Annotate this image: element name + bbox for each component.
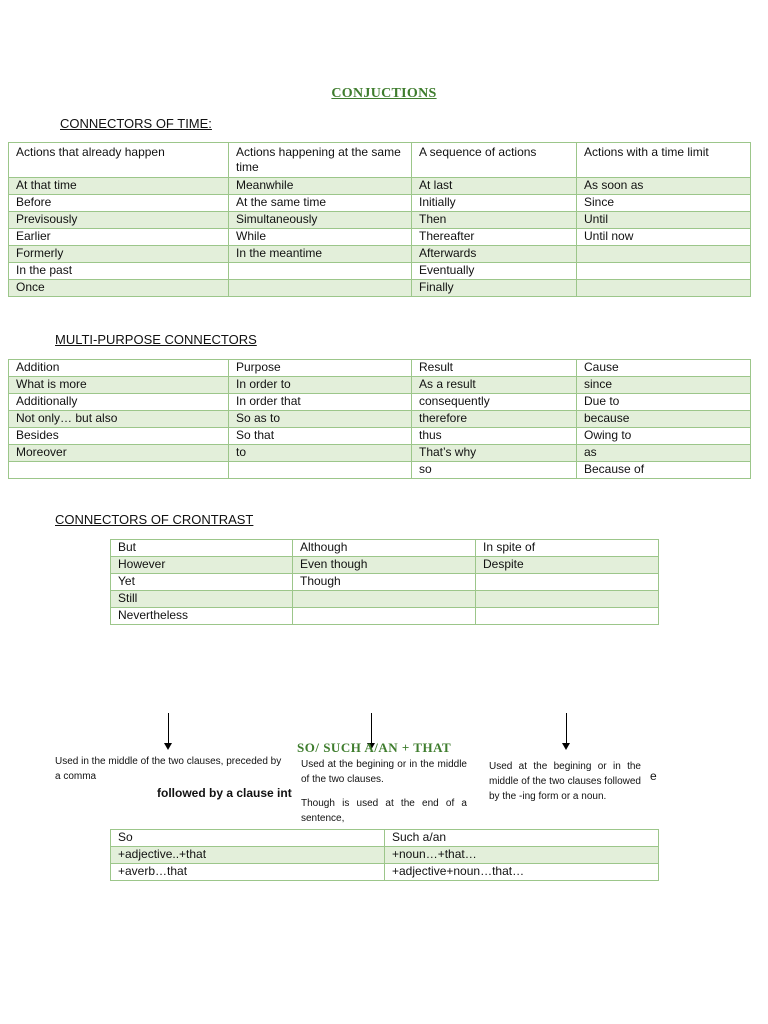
table-row [9, 263, 751, 280]
table-cell: Although [293, 540, 476, 557]
table-cell: Additionally [9, 394, 229, 411]
table-cell [229, 280, 412, 297]
note-right: Used at the begining or in the middle of the two clauses followed by the -ing form or a noun. [489, 761, 641, 802]
page-title: CONJUCTIONS [331, 86, 437, 101]
table-cell: Since [577, 195, 751, 212]
table-cell: At last [412, 178, 577, 195]
table-row [9, 246, 751, 263]
table-cell: Because of [577, 462, 751, 479]
table-cell: Owing to [577, 428, 751, 445]
table-cell: +averb…that [111, 864, 385, 881]
stray-text: e [650, 769, 657, 783]
table-cell: At the same time [229, 195, 412, 212]
table-row [9, 229, 751, 246]
table-cell: Meanwhile [229, 178, 412, 195]
header-cell: Actions with a time limit [577, 143, 751, 178]
table-cell: Still [111, 591, 293, 608]
header-cell: So [111, 830, 385, 847]
header-cell: Actions that already happen [9, 143, 229, 178]
header-cell: Addition [9, 360, 229, 377]
table-cell: Nevertheless [111, 608, 293, 625]
table-cell: to [229, 445, 412, 462]
table-cell: Yet [111, 574, 293, 591]
table-row [9, 212, 751, 229]
table-cell: therefore [412, 411, 577, 428]
header-cell: Such a/an [385, 830, 659, 847]
table-row [111, 557, 659, 574]
table-row [9, 411, 751, 428]
table-cell: Formerly [9, 246, 229, 263]
table-cell: Though [293, 574, 476, 591]
multi-purpose-table [8, 359, 751, 479]
table-cell: Then [412, 212, 577, 229]
table-row [9, 462, 751, 479]
table-cell: Until now [577, 229, 751, 246]
table-cell: Afterwards [412, 246, 577, 263]
table-cell: thus [412, 428, 577, 445]
table-cell: Once [9, 280, 229, 297]
table-cell: In the meantime [229, 246, 412, 263]
table-header-row [9, 360, 751, 377]
table-header-row [9, 143, 751, 178]
table-row [111, 540, 659, 557]
table-row [111, 864, 659, 881]
contrast-connectors-heading: CONNECTORS OF CRONTRAST [55, 512, 254, 527]
table-row [9, 377, 751, 394]
table-cell: Eventually [412, 263, 577, 280]
table-cell [229, 462, 412, 479]
table-cell: As soon as [577, 178, 751, 195]
table-row [9, 195, 751, 212]
note-middle-2: Though is used at the end of a sentence, [301, 798, 467, 824]
table-cell: Not only… but also [9, 411, 229, 428]
table-cell: So that [229, 428, 412, 445]
header-cell: Purpose [229, 360, 412, 377]
so-such-title: SO/ SUCH A/AN + THAT [297, 740, 452, 755]
table-row [111, 847, 659, 864]
table-cell: Thereafter [412, 229, 577, 246]
table-row [9, 394, 751, 411]
table-cell: What is more [9, 377, 229, 394]
table-cell: Simultaneously [229, 212, 412, 229]
table-cell: In spite of [476, 540, 659, 557]
table-row [111, 574, 659, 591]
table-cell [476, 608, 659, 625]
table-cell: Initially [412, 195, 577, 212]
header-cell: A sequence of actions [412, 143, 577, 178]
table-cell: However [111, 557, 293, 574]
table-cell [229, 263, 412, 280]
header-cell: Result [412, 360, 577, 377]
table-cell: Moreover [9, 445, 229, 462]
table-cell: because [577, 411, 751, 428]
table-cell: While [229, 229, 412, 246]
time-connectors-heading: CONNECTORS OF TIME: [60, 116, 212, 131]
table-cell [577, 280, 751, 297]
table-row [111, 608, 659, 625]
table-cell [476, 574, 659, 591]
table-cell: Despite [476, 557, 659, 574]
table-cell [476, 591, 659, 608]
table-cell: Besides [9, 428, 229, 445]
note-left: Used in the middle of the two clauses, preceded by a comma [55, 756, 282, 782]
table-row [9, 428, 751, 445]
multi-purpose-heading: MULTI-PURPOSE CONNECTORS [55, 332, 257, 347]
table-cell [577, 246, 751, 263]
table-cell: +adjective..+that [111, 847, 385, 864]
table-cell: so [412, 462, 577, 479]
table-cell: As a result [412, 377, 577, 394]
table-cell [577, 263, 751, 280]
table-cell: At that time [9, 178, 229, 195]
table-cell: +adjective+noun…that… [385, 864, 659, 881]
table-cell: Even though [293, 557, 476, 574]
table-row [9, 178, 751, 195]
table-cell: Earlier [9, 229, 229, 246]
table-row [9, 445, 751, 462]
table-cell: Due to [577, 394, 751, 411]
contrast-connectors-table [110, 539, 659, 625]
note-left-sub: followed by a clause int [157, 786, 292, 800]
time-connectors-table [8, 142, 751, 297]
table-cell: Finally [412, 280, 577, 297]
table-row [111, 591, 659, 608]
table-row [9, 280, 751, 297]
table-cell: In order to [229, 377, 412, 394]
table-cell [293, 591, 476, 608]
table-cell: as [577, 445, 751, 462]
table-cell: Previsously [9, 212, 229, 229]
table-cell: In order that [229, 394, 412, 411]
table-cell: So as to [229, 411, 412, 428]
table-cell: since [577, 377, 751, 394]
header-cell: Actions happening at the same time [229, 143, 412, 178]
table-cell [9, 462, 229, 479]
table-cell: consequently [412, 394, 577, 411]
table-cell: Before [9, 195, 229, 212]
table-cell: +noun…+that… [385, 847, 659, 864]
table-cell: In the past [9, 263, 229, 280]
table-cell: Until [577, 212, 751, 229]
table-header-row [111, 830, 659, 847]
header-cell: Cause [577, 360, 751, 377]
table-cell [293, 608, 476, 625]
note-middle-1: Used at the begining or in the middle of the two clauses. [301, 759, 467, 785]
so-such-table [110, 829, 659, 881]
table-cell: That’s why [412, 445, 577, 462]
table-cell: But [111, 540, 293, 557]
